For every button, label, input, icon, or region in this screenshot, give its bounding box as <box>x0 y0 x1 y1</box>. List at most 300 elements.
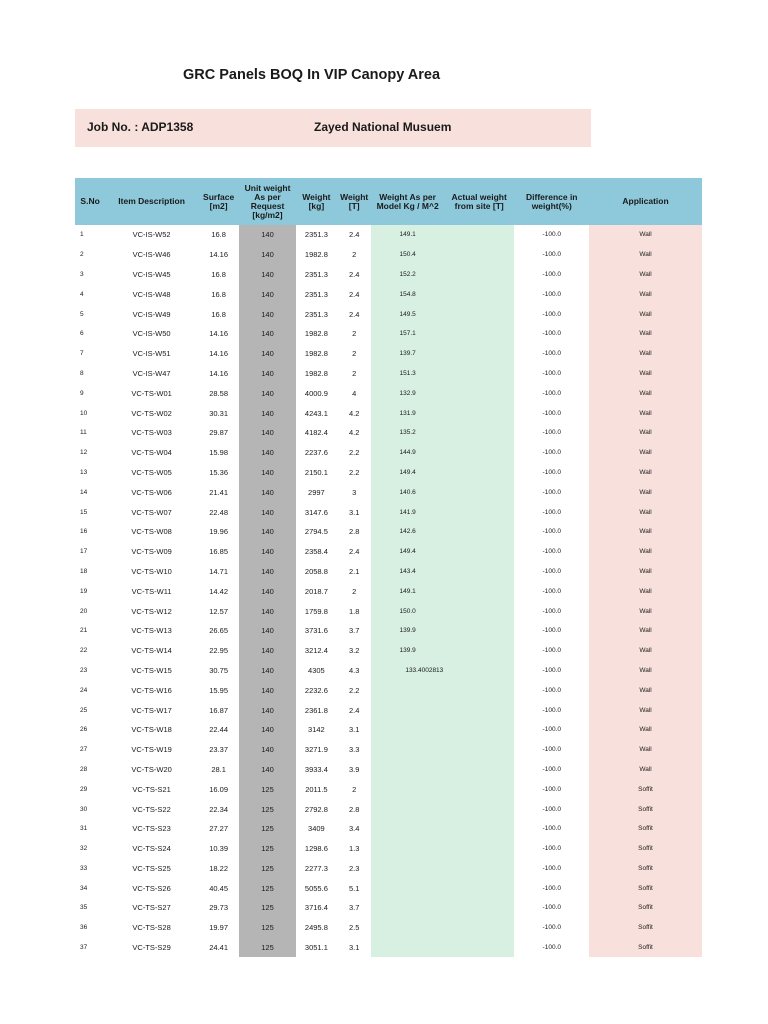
cell-surface: 16.8 <box>211 230 226 240</box>
cell-weight-model <box>371 680 444 700</box>
cell-weight-kg: 4182.4 <box>304 428 328 438</box>
cell-difference: -100.0 <box>542 587 561 595</box>
cell-unit-weight: 125 <box>239 799 295 819</box>
cell-actual-weight <box>444 284 515 304</box>
cell-weight-t: 2.3 <box>348 863 360 873</box>
cell-actual-weight <box>444 740 515 760</box>
cell-weight-model: 144.9 <box>371 443 444 463</box>
cell-weight-model <box>371 819 444 839</box>
cell-unit-weight: 140 <box>239 502 295 522</box>
cell-weight-model: 149.1 <box>371 581 444 601</box>
table-row <box>75 542 702 562</box>
cell-difference: -100.0 <box>542 944 561 952</box>
cell-item-description: VC-TS-W16 <box>131 685 172 695</box>
cell-actual-weight <box>444 344 515 364</box>
cell-application: Wall <box>589 562 702 582</box>
cell-application: Wall <box>589 621 702 641</box>
cell-surface: 15.95 <box>209 685 229 695</box>
cell-item-description: VC-IS-W49 <box>132 309 171 319</box>
cell-weight-t: 2.2 <box>348 685 360 695</box>
cell-surface: 16.8 <box>211 309 226 319</box>
cell-application: Soffit <box>589 799 702 819</box>
cell-item-description: VC-TS-W14 <box>131 646 172 656</box>
cell-weight-model: 139.9 <box>371 641 444 661</box>
cell-surface: 27.27 <box>209 824 229 834</box>
cell-sno: 31 <box>80 825 88 833</box>
cell-surface: 14.16 <box>209 250 229 260</box>
cell-actual-weight <box>444 680 515 700</box>
cell-weight-model <box>371 898 444 918</box>
cell-unit-weight: 125 <box>239 859 295 879</box>
cell-sno: 37 <box>80 944 88 952</box>
table-row <box>75 760 702 780</box>
cell-item-description: VC-TS-W11 <box>131 586 172 596</box>
cell-difference: -100.0 <box>542 548 561 556</box>
cell-difference: -100.0 <box>542 389 561 397</box>
cell-weight-kg: 2351.3 <box>304 289 328 299</box>
cell-weight-model: 151.3 <box>371 364 444 384</box>
cell-unit-weight: 140 <box>239 760 295 780</box>
table-row <box>75 720 702 740</box>
cell-surface: 14.42 <box>209 586 229 596</box>
cell-application: Soffit <box>589 859 702 879</box>
table-row <box>75 304 702 324</box>
cell-weight-t: 3.3 <box>348 745 360 755</box>
cell-actual-weight <box>444 621 515 641</box>
cell-weight-model: 132.9 <box>371 383 444 403</box>
cell-sno: 19 <box>80 587 88 595</box>
cell-sno: 15 <box>80 508 88 516</box>
cell-weight-kg: 2358.4 <box>304 547 328 557</box>
cell-item-description: VC-TS-W15 <box>131 665 172 675</box>
cell-surface: 15.36 <box>209 467 229 477</box>
cell-weight-t: 3.4 <box>348 824 360 834</box>
cell-sno: 12 <box>80 449 88 457</box>
cell-difference: -100.0 <box>542 825 561 833</box>
cell-sno: 1 <box>80 231 84 239</box>
cell-surface: 14.16 <box>209 329 229 339</box>
cell-weight-kg: 3147.6 <box>304 507 328 517</box>
cell-difference: -100.0 <box>542 647 561 655</box>
table-row <box>75 819 702 839</box>
cell-weight-model: 139.9 <box>371 621 444 641</box>
cell-application: Wall <box>589 581 702 601</box>
cell-weight-kg: 3051.1 <box>304 943 328 953</box>
cell-item-description: VC-TS-W20 <box>131 764 172 774</box>
cell-actual-weight <box>444 819 515 839</box>
cell-weight-kg: 2237.6 <box>304 448 328 458</box>
table-row <box>75 502 702 522</box>
cell-actual-weight <box>444 423 515 443</box>
cell-difference: -100.0 <box>542 449 561 457</box>
table-row <box>75 423 702 443</box>
cell-actual-weight <box>444 443 515 463</box>
cell-surface: 19.96 <box>209 527 229 537</box>
cell-sno: 3 <box>80 270 84 278</box>
cell-weight-kg: 1982.8 <box>304 250 328 260</box>
cell-surface: 24.41 <box>209 943 229 953</box>
table-row <box>75 225 702 245</box>
table-row <box>75 403 702 423</box>
cell-difference: -100.0 <box>542 904 561 912</box>
cell-sno: 14 <box>80 488 88 496</box>
cell-weight-model: 135.2 <box>371 423 444 443</box>
cell-item-description: VC-TS-S24 <box>132 844 171 854</box>
cell-weight-kg: 2018.7 <box>304 586 328 596</box>
cell-sno: 18 <box>80 567 88 575</box>
cell-surface: 40.45 <box>209 883 229 893</box>
cell-weight-t: 4.2 <box>348 408 360 418</box>
cell-surface: 29.87 <box>209 428 229 438</box>
table-row <box>75 878 702 898</box>
cell-application: Soffit <box>589 898 702 918</box>
cell-weight-t: 2 <box>352 349 357 359</box>
table-row <box>75 562 702 582</box>
cell-item-description: VC-TS-S27 <box>132 903 171 913</box>
cell-weight-kg: 1982.8 <box>304 329 328 339</box>
header-weight-kg: Weight [kg] <box>296 178 337 225</box>
cell-item-description: VC-TS-W08 <box>131 527 172 537</box>
cell-item-description: VC-TS-S26 <box>132 883 171 893</box>
cell-item-description: VC-TS-S25 <box>132 863 171 873</box>
cell-weight-t: 4 <box>352 388 357 398</box>
cell-unit-weight: 140 <box>239 621 295 641</box>
cell-sno: 35 <box>80 904 88 912</box>
cell-weight-model: 140.6 <box>371 482 444 502</box>
table-row <box>75 265 702 285</box>
cell-weight-kg: 3142 <box>308 725 325 735</box>
cell-weight-model <box>371 779 444 799</box>
cell-application: Wall <box>589 463 702 483</box>
cell-weight-kg: 2277.3 <box>304 863 328 873</box>
cell-weight-model <box>371 839 444 859</box>
cell-sno: 28 <box>80 765 88 773</box>
cell-sno: 6 <box>80 330 84 338</box>
cell-sno: 5 <box>80 310 84 318</box>
table-row <box>75 383 702 403</box>
cell-application: Wall <box>589 740 702 760</box>
table-row <box>75 700 702 720</box>
cell-weight-model <box>371 918 444 938</box>
cell-difference: -100.0 <box>542 805 561 813</box>
cell-difference: -100.0 <box>542 290 561 298</box>
cell-weight-model <box>371 878 444 898</box>
cell-weight-t: 2.4 <box>348 269 360 279</box>
table-row <box>75 799 702 819</box>
cell-surface: 16.85 <box>209 547 229 557</box>
cell-weight-model: 157.1 <box>371 324 444 344</box>
cell-weight-t: 2.4 <box>348 289 360 299</box>
cell-surface: 14.71 <box>209 566 229 576</box>
cell-weight-kg: 4243.1 <box>304 408 328 418</box>
table-row <box>75 859 702 879</box>
cell-difference: -100.0 <box>542 864 561 872</box>
table-row <box>75 581 702 601</box>
cell-weight-t: 3.1 <box>348 725 360 735</box>
cell-weight-t: 2.4 <box>348 547 360 557</box>
table-row <box>75 621 702 641</box>
cell-weight-t: 3.1 <box>348 943 360 953</box>
table-header-row <box>75 178 702 225</box>
cell-weight-model <box>371 859 444 879</box>
cell-weight-t: 3 <box>352 487 357 497</box>
cell-sno: 33 <box>80 864 88 872</box>
cell-difference: -100.0 <box>542 468 561 476</box>
cell-item-description: VC-TS-W10 <box>131 566 172 576</box>
cell-difference: -100.0 <box>542 350 561 358</box>
cell-sno: 29 <box>80 785 88 793</box>
cell-item-description: VC-TS-W17 <box>131 705 172 715</box>
cell-sno: 24 <box>80 686 88 694</box>
table-row <box>75 779 702 799</box>
cell-weight-t: 2.2 <box>348 448 360 458</box>
cell-actual-weight <box>444 265 515 285</box>
cell-sno: 9 <box>80 389 84 397</box>
cell-application: Wall <box>589 344 702 364</box>
cell-unit-weight: 140 <box>239 463 295 483</box>
cell-application: Soffit <box>589 878 702 898</box>
cell-application: Wall <box>589 502 702 522</box>
cell-weight-t: 2 <box>352 784 357 794</box>
cell-surface: 18.22 <box>209 863 229 873</box>
cell-surface: 22.34 <box>209 804 229 814</box>
cell-unit-weight: 140 <box>239 720 295 740</box>
cell-item-description: VC-TS-S23 <box>132 824 171 834</box>
cell-application: Wall <box>589 482 702 502</box>
cell-weight-kg: 2150.1 <box>304 467 328 477</box>
cell-surface: 15.98 <box>209 448 229 458</box>
cell-difference: -100.0 <box>542 231 561 239</box>
header-weight-t: Weight [T] <box>337 178 371 225</box>
cell-surface: 22.95 <box>209 646 229 656</box>
cell-difference: -100.0 <box>542 488 561 496</box>
cell-item-description: VC-TS-W02 <box>131 408 172 418</box>
cell-weight-kg: 3271.9 <box>304 745 328 755</box>
table-row <box>75 522 702 542</box>
cell-actual-weight <box>444 918 515 938</box>
cell-weight-kg: 3933.4 <box>304 764 328 774</box>
cell-weight-model: 149.4 <box>371 463 444 483</box>
cell-application: Wall <box>589 364 702 384</box>
table-row <box>75 324 702 344</box>
cell-actual-weight <box>444 245 515 265</box>
cell-difference: -100.0 <box>542 785 561 793</box>
cell-item-description: VC-TS-W09 <box>131 547 172 557</box>
cell-application: Wall <box>589 284 702 304</box>
cell-sno: 20 <box>80 607 88 615</box>
cell-actual-weight <box>444 364 515 384</box>
cell-item-description: VC-TS-S21 <box>132 784 171 794</box>
header-sno: S.No <box>75 178 105 225</box>
document-title: GRC Panels BOQ In VIP Canopy Area <box>183 67 441 83</box>
cell-actual-weight <box>444 898 515 918</box>
cell-unit-weight: 140 <box>239 522 295 542</box>
cell-surface: 29.73 <box>209 903 229 913</box>
cell-actual-weight <box>444 522 515 542</box>
cell-sno: 21 <box>80 627 88 635</box>
cell-application: Soffit <box>589 819 702 839</box>
cell-actual-weight <box>444 562 515 582</box>
cell-weight-t: 2.4 <box>348 705 360 715</box>
header-weight-model: Weight As per Model Kg / M^2 <box>371 178 444 225</box>
cell-surface: 19.97 <box>209 923 229 933</box>
cell-sno: 10 <box>80 409 88 417</box>
cell-actual-weight <box>444 403 515 423</box>
table-row <box>75 482 702 502</box>
cell-actual-weight <box>444 463 515 483</box>
cell-unit-weight: 140 <box>239 581 295 601</box>
cell-sno: 23 <box>80 666 88 674</box>
cell-difference: -100.0 <box>542 429 561 437</box>
cell-unit-weight: 140 <box>239 423 295 443</box>
cell-item-description: VC-IS-W46 <box>132 250 171 260</box>
cell-weight-kg: 3716.4 <box>304 903 328 913</box>
cell-weight-kg: 2232.6 <box>304 685 328 695</box>
header-unit-weight: Unit weight As per Request [kg/m2] <box>239 178 295 225</box>
cell-unit-weight: 125 <box>239 839 295 859</box>
cell-sno: 30 <box>80 805 88 813</box>
job-info-band <box>75 109 591 147</box>
cell-weight-kg: 4305 <box>308 665 325 675</box>
cell-difference: -100.0 <box>542 706 561 714</box>
cell-weight-t: 3.2 <box>348 646 360 656</box>
cell-actual-weight <box>444 859 515 879</box>
cell-sno: 32 <box>80 845 88 853</box>
cell-difference: -100.0 <box>542 270 561 278</box>
table-row <box>75 641 702 661</box>
cell-weight-t: 5.1 <box>348 883 360 893</box>
cell-application: Soffit <box>589 839 702 859</box>
cell-weight-kg: 1759.8 <box>304 606 328 616</box>
cell-weight-model: 133.4002813 <box>371 661 444 681</box>
cell-difference: -100.0 <box>542 528 561 536</box>
cell-difference: -100.0 <box>542 310 561 318</box>
cell-item-description: VC-TS-W04 <box>131 448 172 458</box>
cell-unit-weight: 140 <box>239 601 295 621</box>
cell-weight-t: 2.8 <box>348 527 360 537</box>
cell-unit-weight: 140 <box>239 403 295 423</box>
cell-surface: 14.16 <box>209 349 229 359</box>
cell-item-description: VC-IS-W52 <box>132 230 171 240</box>
table-row <box>75 918 702 938</box>
cell-sno: 25 <box>80 706 88 714</box>
cell-item-description: VC-IS-W50 <box>132 329 171 339</box>
cell-weight-kg: 2351.3 <box>304 230 328 240</box>
cell-surface: 23.37 <box>209 745 229 755</box>
cell-item-description: VC-TS-W01 <box>131 388 172 398</box>
table-row <box>75 898 702 918</box>
table-row <box>75 443 702 463</box>
cell-unit-weight: 140 <box>239 245 295 265</box>
cell-weight-model: 142.6 <box>371 522 444 542</box>
cell-application: Wall <box>589 522 702 542</box>
cell-weight-t: 2.4 <box>348 309 360 319</box>
cell-unit-weight: 140 <box>239 542 295 562</box>
table-row <box>75 344 702 364</box>
cell-actual-weight <box>444 581 515 601</box>
cell-weight-model: 154.8 <box>371 284 444 304</box>
cell-difference: -100.0 <box>542 726 561 734</box>
cell-item-description: VC-TS-W12 <box>131 606 172 616</box>
header-difference: Difference in weight(%) <box>514 178 589 225</box>
table-row <box>75 740 702 760</box>
cell-item-description: VC-IS-W51 <box>132 349 171 359</box>
cell-application: Wall <box>589 601 702 621</box>
project-site-label: Zayed National Musuem <box>314 120 452 134</box>
boq-table <box>75 178 702 957</box>
cell-difference: -100.0 <box>542 845 561 853</box>
cell-unit-weight: 125 <box>239 819 295 839</box>
cell-sno: 2 <box>80 251 84 259</box>
cell-surface: 30.31 <box>209 408 229 418</box>
cell-weight-model: 150.4 <box>371 245 444 265</box>
cell-weight-model: 139.7 <box>371 344 444 364</box>
cell-unit-weight: 140 <box>239 641 295 661</box>
cell-sno: 16 <box>80 528 88 536</box>
cell-difference: -100.0 <box>542 686 561 694</box>
cell-sno: 22 <box>80 647 88 655</box>
cell-difference: -100.0 <box>542 666 561 674</box>
cell-weight-model: 152.2 <box>371 265 444 285</box>
cell-weight-kg: 4000.9 <box>304 388 328 398</box>
cell-weight-model <box>371 740 444 760</box>
cell-item-description: VC-IS-W47 <box>132 368 171 378</box>
table-row <box>75 661 702 681</box>
cell-unit-weight: 140 <box>239 284 295 304</box>
cell-weight-model: 141.9 <box>371 502 444 522</box>
cell-weight-kg: 1982.8 <box>304 349 328 359</box>
cell-application: Soffit <box>589 779 702 799</box>
cell-difference: -100.0 <box>542 746 561 754</box>
cell-surface: 21.41 <box>209 487 229 497</box>
cell-difference: -100.0 <box>542 567 561 575</box>
cell-weight-t: 2.5 <box>348 923 360 933</box>
cell-surface: 16.87 <box>209 705 229 715</box>
cell-weight-kg: 2495.8 <box>304 923 328 933</box>
cell-unit-weight: 140 <box>239 680 295 700</box>
cell-item-description: VC-IS-W48 <box>132 289 171 299</box>
cell-surface: 28.58 <box>209 388 229 398</box>
cell-actual-weight <box>444 700 515 720</box>
cell-weight-kg: 5055.6 <box>304 883 328 893</box>
cell-unit-weight: 140 <box>239 443 295 463</box>
cell-sno: 4 <box>80 290 84 298</box>
cell-weight-t: 3.1 <box>348 507 360 517</box>
table-row <box>75 938 702 958</box>
cell-sno: 27 <box>80 746 88 754</box>
cell-weight-kg: 2997 <box>308 487 325 497</box>
cell-actual-weight <box>444 324 515 344</box>
cell-surface: 16.8 <box>211 269 226 279</box>
cell-difference: -100.0 <box>542 627 561 635</box>
cell-actual-weight <box>444 878 515 898</box>
cell-surface: 12.57 <box>209 606 229 616</box>
cell-actual-weight <box>444 383 515 403</box>
cell-application: Soffit <box>589 938 702 958</box>
cell-surface: 28.1 <box>211 764 226 774</box>
cell-application: Wall <box>589 720 702 740</box>
cell-weight-kg: 3409 <box>308 824 325 834</box>
cell-weight-model: 150.0 <box>371 601 444 621</box>
cell-application: Wall <box>589 542 702 562</box>
cell-application: Wall <box>589 423 702 443</box>
cell-actual-weight <box>444 661 515 681</box>
cell-item-description: VC-TS-S28 <box>132 923 171 933</box>
cell-weight-kg: 2794.5 <box>304 527 328 537</box>
cell-weight-t: 3.7 <box>348 903 360 913</box>
cell-weight-t: 1.8 <box>348 606 360 616</box>
cell-difference: -100.0 <box>542 765 561 773</box>
